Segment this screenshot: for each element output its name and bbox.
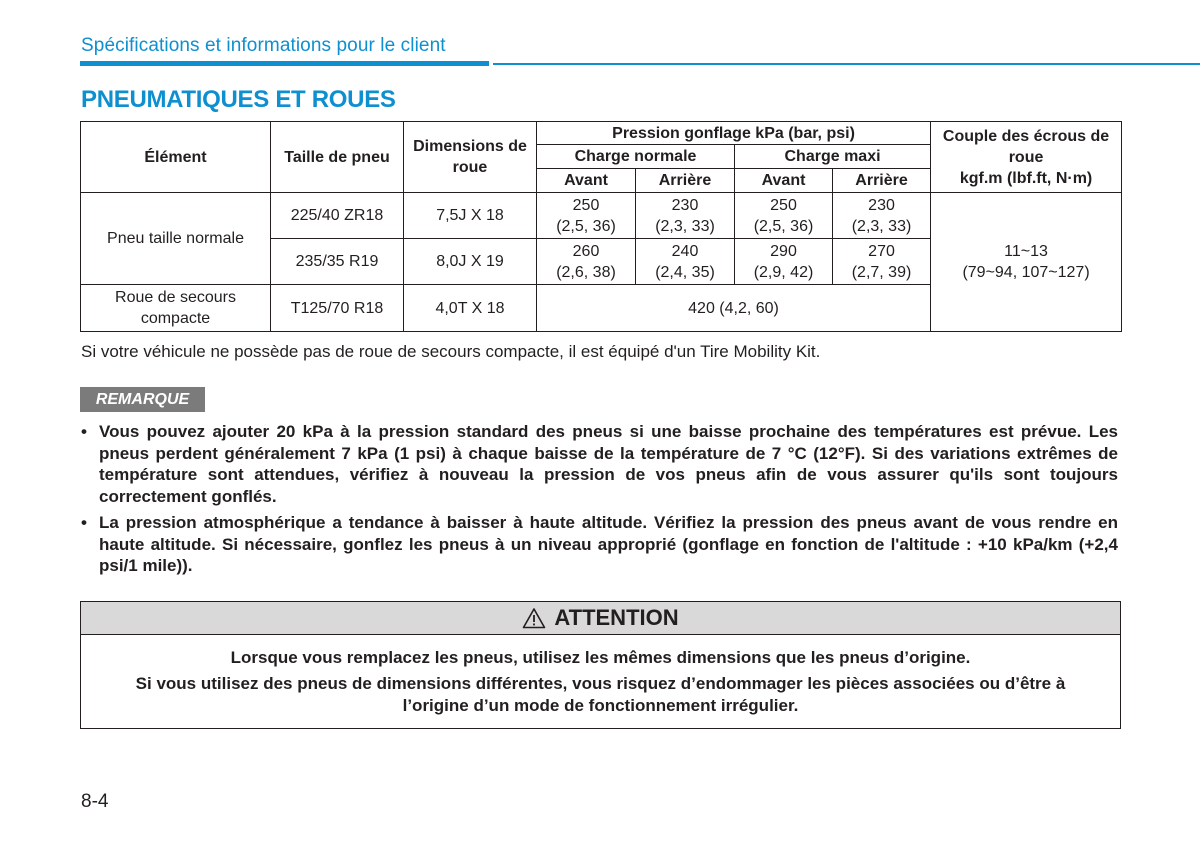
pressure-kpa: 270: [868, 242, 895, 260]
attention-box: [80, 601, 1121, 729]
wheel-size-cell: 4,0T X 18: [404, 285, 537, 332]
remarque-list: [81, 421, 1118, 582]
pressure-alt: (2,3, 33): [655, 217, 715, 235]
section-title: PNEUMATIQUES ET ROUES: [81, 86, 396, 113]
list-item-text: La pression atmosphérique a tendance à baisser à haute altitude. Vérifiez la pression des pneus avant de vous rendre en haute altitude. Si nécessaire, gonflez les pneus à un niveau approprié (gonflage en fonction de l'altitude : +10 kPa/km (+2,4 psi/1 mile)).: [99, 513, 1118, 575]
pressure-cell: [636, 193, 735, 239]
attention-line-1: Lorsque vous remplacez les pneus, utilisez les mêmes dimensions que les pneus d’origine.: [230, 648, 971, 667]
tire-size-cell: 235/35 R19: [271, 239, 404, 285]
pressure-alt: (2,5, 36): [556, 217, 616, 235]
pressure-alt: (2,7, 39): [851, 263, 912, 281]
pressure-kpa: 290: [770, 242, 797, 260]
pressure-cell: [537, 193, 636, 239]
attention-header: [81, 602, 1120, 635]
warning-triangle-icon: [522, 607, 546, 629]
pressure-alt: (2,9, 42): [753, 263, 814, 281]
header-pressure: Pression gonflage kPa (bar, psi): [537, 122, 931, 145]
pressure-kpa: 240: [671, 242, 699, 260]
header-max-load: Charge maxi: [735, 145, 931, 169]
torque-cell: [931, 193, 1122, 332]
header-element: Élément: [81, 122, 271, 193]
list-item-text: Vous pouvez ajouter 20 kPa à la pression standard des pneus si une baisse prochaine des températures est prévue. Les pneus perdent généralement 7 kPa (1 psi) à chaque baisse de la température de 7 °C (12°F). Si des variations extrêmes de température sont attendues, vérifiez à nouveau la pression de vos pneus afin de vous assurer qu'ils sont toujours correctement gonflés.: [99, 422, 1118, 506]
list-item: [81, 512, 1118, 577]
pressure-cell: [537, 239, 636, 285]
pressure-alt: (2,4, 35): [655, 263, 715, 281]
header-torque: [931, 122, 1122, 193]
torque-value-alt: (79~94, 107~127): [962, 264, 1090, 281]
header-max-rear: Arrière: [833, 169, 931, 193]
pressure-cell-spare: 420 (4,2, 60): [537, 285, 931, 332]
bullet: •: [81, 422, 87, 441]
attention-line-2: Si vous utilisez des pneus de dimensions différentes, vous risquez d’endommager les pièces associées ou d’être à l’origine d’un mode de fonctionnement irrégulier.: [135, 674, 1066, 715]
pressure-alt: (2,6, 38): [556, 263, 616, 281]
list-item: [81, 421, 1118, 507]
header-wheel-size: Dimensions de roue: [404, 122, 537, 193]
header-normal-rear: Arrière: [636, 169, 735, 193]
header-normal-front: Avant: [537, 169, 636, 193]
torque-value: 11~13: [1004, 243, 1048, 260]
pressure-cell: [735, 193, 833, 239]
group-compact-spare: Roue de secours compacte: [81, 285, 271, 332]
attention-title: ATTENTION: [554, 605, 679, 630]
header-torque-unit: kgf.m (lbf.ft, N·m): [959, 169, 1093, 187]
pressure-kpa: 250: [770, 196, 797, 214]
bullet: •: [81, 513, 87, 532]
tire-spec-table: [80, 121, 1122, 332]
pressure-cell: [636, 239, 735, 285]
wheel-size-cell: 7,5J X 18: [404, 193, 537, 239]
remarque-label: REMARQUE: [80, 387, 205, 412]
pressure-kpa: 230: [868, 196, 895, 214]
table-row: [81, 193, 1122, 239]
header-torque-label: Couple des écrous de roue: [942, 127, 1110, 166]
pressure-cell: [735, 239, 833, 285]
tire-size-cell: 225/40 ZR18: [271, 193, 404, 239]
pressure-cell: [833, 239, 931, 285]
pressure-kpa: 260: [572, 242, 600, 260]
tire-mobility-note: Si votre véhicule ne possède pas de roue de secours compacte, il est équipé d'un Tire Mobility Kit.: [81, 342, 821, 361]
header-tire-size: Taille de pneu: [271, 122, 404, 193]
running-head: Spécifications et informations pour le client: [81, 35, 446, 56]
header-max-front: Avant: [735, 169, 833, 193]
page-number: 8-4: [81, 791, 109, 812]
header-rule-thick: [80, 61, 489, 66]
pressure-kpa: 230: [671, 196, 699, 214]
pressure-alt: (2,3, 33): [851, 217, 912, 235]
attention-body: [81, 635, 1120, 717]
pressure-kpa: 250: [572, 196, 600, 214]
pressure-alt: (2,5, 36): [753, 217, 814, 235]
wheel-size-cell: 8,0J X 19: [404, 239, 537, 285]
group-normal-tire: Pneu taille normale: [81, 193, 271, 285]
header-normal-load: Charge normale: [537, 145, 735, 169]
tire-size-cell: T125/70 R18: [271, 285, 404, 332]
header-rule-thin: [493, 63, 1200, 65]
pressure-cell: [833, 193, 931, 239]
